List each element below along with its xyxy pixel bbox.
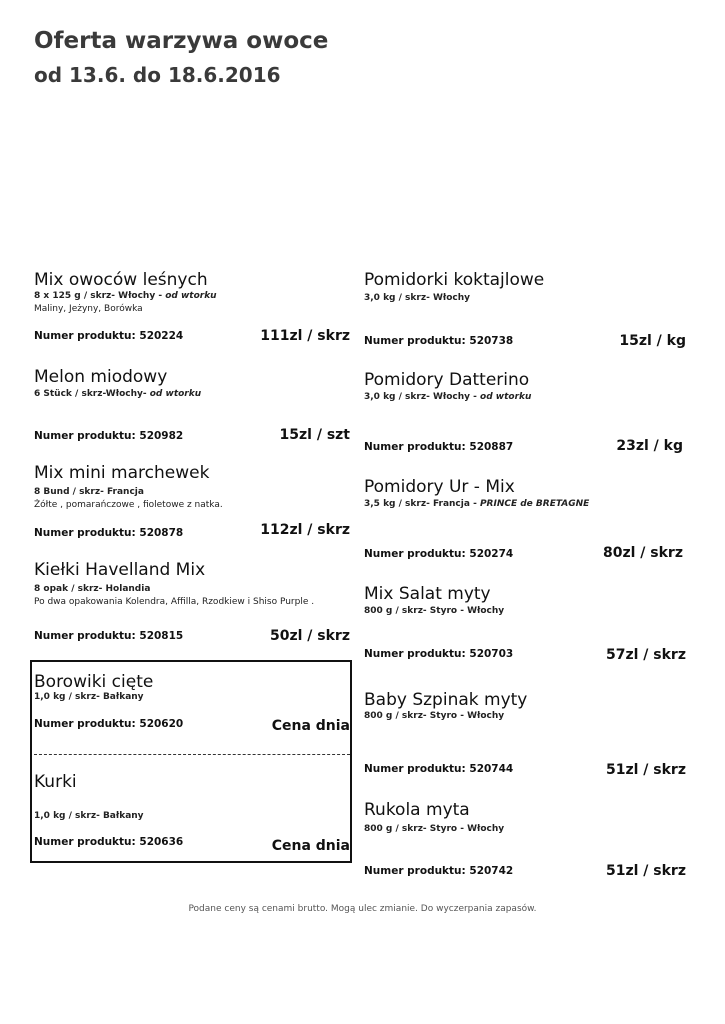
product-number: Numer produktu: 520887 — [364, 441, 514, 453]
product-name: Mix Salat myty — [364, 584, 491, 604]
product-price: 23zl / kg — [616, 438, 683, 454]
product-details: 3,0 kg / skrz- Włochy - od wtorku — [364, 392, 532, 402]
product-number: Numer produktu: 520744 — [364, 763, 514, 775]
product-details: 3,5 kg / skrz- Francja - PRINCE de BRETAGNE — [364, 499, 590, 509]
product-price: 51zl / skrz — [606, 863, 686, 879]
product-price: Cena dnia — [271, 838, 350, 854]
product-number: Numer produktu: 520274 — [364, 548, 514, 560]
product-name: Rukola myta — [364, 800, 470, 820]
product-details: 8 Bund / skrz- Francja — [34, 487, 144, 497]
product-details: 1,0 kg / skrz- Bałkany — [34, 692, 144, 702]
product-details: 3,0 kg / skrz- Włochy — [364, 293, 471, 303]
product-details: 8 x 125 g / skrz- Włochy - od wtorku — [34, 291, 217, 301]
product-details: 800 g / skrz- Styro - Włochy — [364, 606, 505, 616]
product-details: 6 Stück / skrz-Włochy- od wtorku — [34, 389, 202, 399]
product-price: 111zl / skrz — [260, 328, 350, 344]
product-number: Numer produktu: 520982 — [34, 430, 184, 442]
product-number: Numer produktu: 520224 — [34, 330, 184, 342]
product-name: Baby Szpinak myty — [364, 690, 528, 710]
product-name: Mix owoców leśnych — [34, 270, 208, 290]
product-details: 800 g / skrz- Styro - Włochy — [364, 824, 505, 834]
product-name: Kiełki Havelland Mix — [34, 560, 206, 580]
product-details: 1,0 kg / skrz- Bałkany — [34, 811, 144, 821]
product-number: Numer produktu: 520620 — [34, 718, 184, 730]
product-price: 112zl / skrz — [260, 522, 350, 538]
product-number: Numer produktu: 520878 — [34, 527, 184, 539]
product-number: Numer produktu: 520815 — [34, 630, 184, 642]
product-note: Żółte , pomarańczowe , fioletowe z natka. — [34, 500, 223, 510]
product-number: Numer produktu: 520703 — [364, 648, 514, 660]
product-name: Borowiki cięte — [34, 672, 154, 692]
product-number: Numer produktu: 520636 — [34, 836, 184, 848]
page-subtitle: od 13.6. do 18.6.2016 — [34, 63, 281, 87]
product-number: Numer produktu: 520738 — [364, 335, 514, 347]
product-details: 8 opak / skrz- Holandia — [34, 584, 151, 594]
product-name: Pomidory Ur - Mix — [364, 477, 515, 497]
product-number: Numer produktu: 520742 — [364, 865, 514, 877]
product-name: Mix mini marchewek — [34, 463, 210, 483]
product-note: Po dwa opakowania Kolendra, Affilla, Rzodkiew i Shiso Purple . — [34, 597, 315, 607]
product-name: Pomidory Datterino — [364, 370, 530, 390]
product-price: Cena dnia — [271, 718, 350, 734]
product-details: 800 g / skrz- Styro - Włochy — [364, 711, 505, 721]
product-price: 15zl / szt — [279, 427, 350, 443]
dashed-divider — [34, 754, 350, 755]
product-note: Maliny, Jeżyny, Borówka — [34, 304, 143, 314]
product-price: 57zl / skrz — [606, 647, 686, 663]
product-name: Kurki — [34, 772, 77, 792]
page-title: Oferta warzywa owoce — [34, 28, 329, 54]
product-price: 50zl / skrz — [270, 628, 350, 644]
product-name: Melon miodowy — [34, 367, 168, 387]
product-price: 15zl / kg — [619, 333, 686, 349]
product-name: Pomidorki koktajlowe — [364, 270, 545, 290]
product-price: 80zl / skrz — [603, 545, 683, 561]
footer-disclaimer: Podane ceny są cenami brutto. Mogą ulec zmianie. Do wyczerpania zapasów. — [188, 904, 537, 914]
product-price: 51zl / skrz — [606, 762, 686, 778]
